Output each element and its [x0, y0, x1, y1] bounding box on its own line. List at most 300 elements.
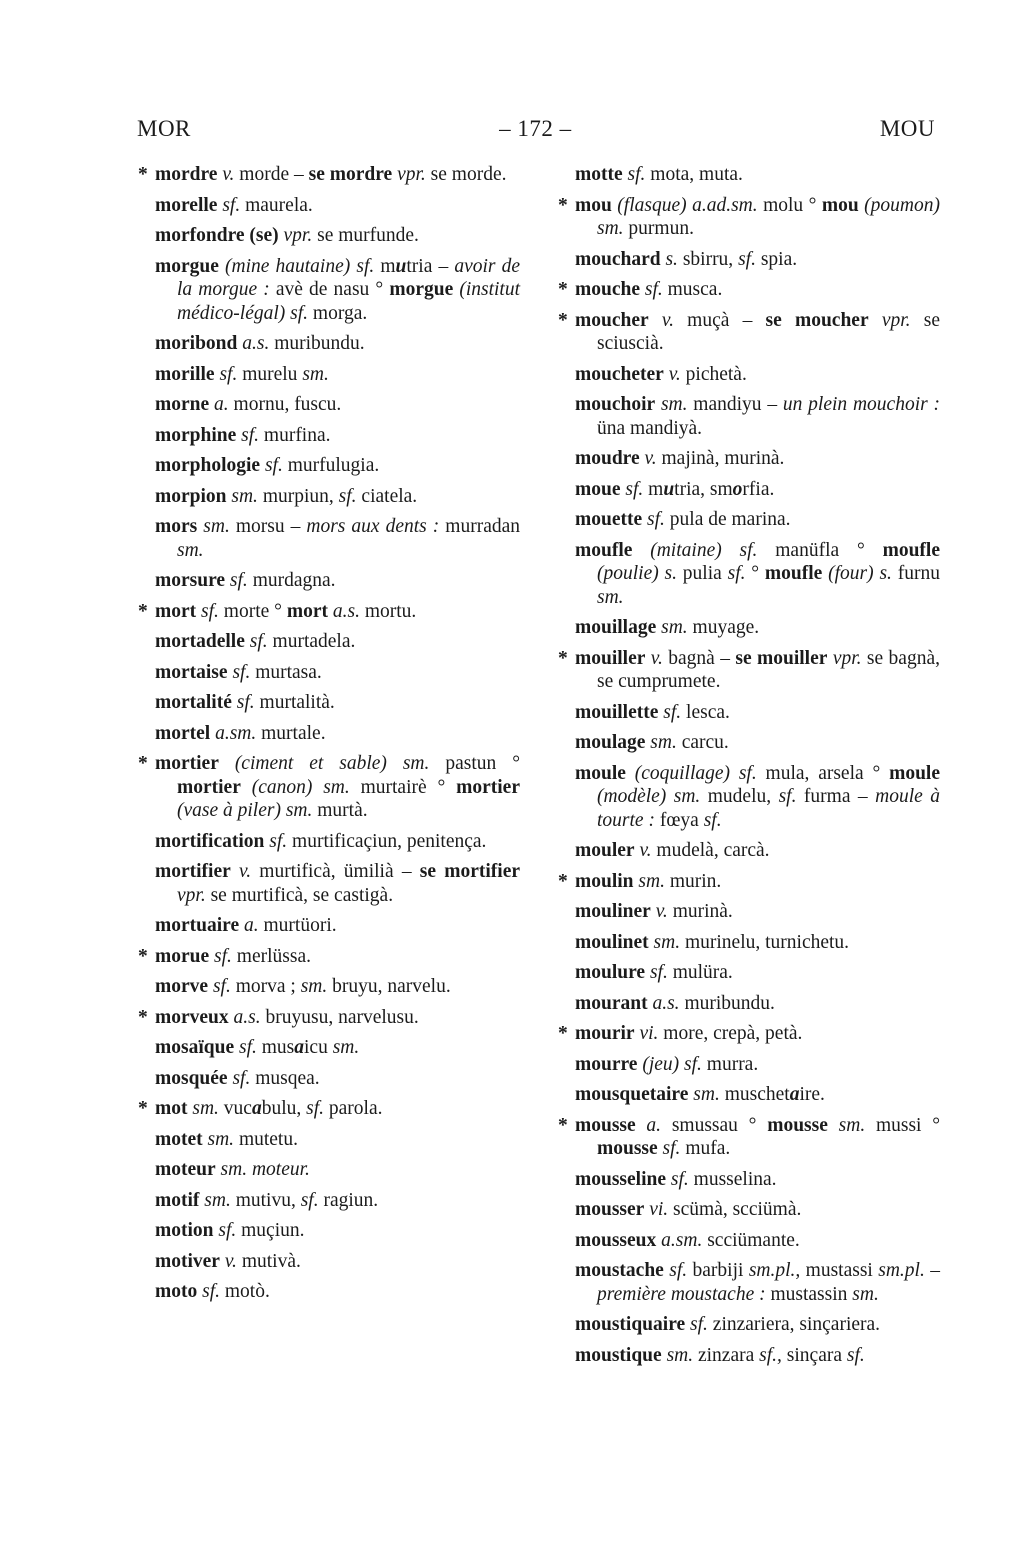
- grammar-label-text: sf.: [208, 976, 231, 997]
- grammar-label-text: vpr.: [827, 647, 862, 669]
- dictionary-entry: [155, 224, 520, 248]
- dictionary-entry: [575, 1313, 940, 1337]
- headword-text: moustiquaire: [575, 1314, 686, 1335]
- dictionary-entry: [155, 975, 520, 999]
- dictionary-entry: [575, 447, 940, 471]
- star-marker: *: [138, 600, 148, 622]
- dictionary-entry: [575, 616, 940, 640]
- translation-text: muçiun.: [236, 1220, 305, 1241]
- translation-text: musqea.: [250, 1067, 320, 1089]
- translation-text: üna mandiyà.: [597, 417, 703, 439]
- headword-text: moule: [889, 762, 940, 784]
- dictionary-entry: [575, 163, 940, 187]
- translation-text: –: [924, 1260, 940, 1281]
- grammar-label-text: vi.: [634, 1023, 659, 1044]
- dictionary-entry: [155, 1250, 520, 1274]
- grammar-label-text: sf.: [622, 164, 646, 185]
- grammar-label-text: v.: [650, 901, 668, 922]
- grammar-label-text: sf.: [338, 485, 357, 507]
- translation-text: se sciuscià.: [597, 309, 940, 354]
- headword-text: mouche: [575, 279, 640, 300]
- headword-text: morphologie: [155, 455, 261, 476]
- headword-text: morne: [155, 394, 210, 415]
- headword-text: se mordre: [308, 164, 393, 185]
- translation-text: murtalità.: [254, 692, 335, 713]
- translation-text: furma –: [796, 786, 876, 807]
- grammar-label-text: avoir de la morgue :: [177, 255, 521, 300]
- translation-text: °: [745, 563, 765, 584]
- grammar-label-text: sf.: [657, 1138, 681, 1159]
- dictionary-entry: [575, 900, 940, 924]
- translation-text: murtificaçiun, penitença.: [287, 830, 487, 852]
- grammar-label-text: (canon) sm.: [240, 776, 350, 798]
- dictionary-entry: [558, 278, 940, 302]
- dictionary-entry: [575, 248, 940, 272]
- star-marker: *: [138, 945, 148, 967]
- grammar-label-text: sf.: [213, 1220, 237, 1241]
- headword-text: moustique: [575, 1344, 662, 1366]
- grammar-label-text: sf.: [234, 1037, 257, 1058]
- headword-text: morelle: [155, 194, 218, 216]
- grammar-label-text: sf.: [264, 830, 288, 852]
- headword-text: mourir: [575, 1023, 635, 1044]
- grammar-label-text: sf.: [640, 279, 663, 300]
- dictionary-entry: [575, 961, 940, 985]
- translation-text: morde –: [234, 164, 309, 185]
- headword-text: se mouiller: [735, 647, 828, 669]
- headword-text: mouillette: [575, 701, 659, 723]
- headword-text: mousseux: [575, 1229, 657, 1251]
- headword-text: mortifier: [155, 861, 231, 882]
- translation-text: se murtificà, se castigà.: [205, 884, 394, 906]
- dictionary-entry: [575, 363, 940, 387]
- translation-text: mulüra.: [667, 962, 733, 983]
- headword-text: mortuaire: [155, 915, 240, 936]
- grammar-label-text: (flasque) a.ad.sm.: [611, 194, 758, 216]
- dictionary-entry: [155, 722, 520, 746]
- headword-text: mousquetaire: [575, 1084, 689, 1105]
- headword-text: motet: [155, 1128, 203, 1150]
- dictionary-entry: [138, 1006, 520, 1030]
- grammar-label-text: (mitaine) sf.: [632, 539, 758, 561]
- page-header-left-word: MOR: [137, 116, 191, 141]
- translation-text: maurela.: [240, 194, 313, 216]
- headword-text: mousse: [767, 1114, 828, 1136]
- star-marker: *: [558, 194, 568, 216]
- grammar-label-text: vi.: [644, 1199, 669, 1220]
- translation-text: murtadela.: [267, 631, 356, 652]
- translation-text: musselina.: [688, 1168, 777, 1190]
- grammar-label-text: sm.: [199, 1189, 231, 1211]
- translation-text: rfia.: [742, 478, 775, 500]
- grammar-label-text: sm.: [661, 1344, 694, 1366]
- translation-text: ciatela.: [356, 485, 418, 507]
- headword-text: motion: [155, 1220, 214, 1241]
- grammar-label-text: sm.: [852, 1283, 879, 1305]
- translation-text: barbiji: [687, 1260, 749, 1281]
- grammar-label-text: sf.: [300, 1189, 319, 1211]
- grammar-label-text: a.s.: [237, 333, 270, 354]
- dictionary-entry: [575, 539, 940, 610]
- translation-text: morga.: [308, 302, 368, 324]
- grammar-label-text: sf.: [214, 363, 238, 385]
- translation-text: pastun °: [429, 753, 521, 774]
- translation-text: purmun.: [623, 218, 694, 239]
- grammar-label-text: sm.: [648, 931, 681, 953]
- dictionary-entry: [575, 701, 940, 725]
- translation-text: mota, muta.: [645, 164, 743, 185]
- translation-text: murtasa.: [250, 661, 322, 683]
- translation-text: murelu: [237, 363, 303, 385]
- headword-text: moteur: [155, 1159, 216, 1180]
- headword-text: mouliner: [575, 901, 651, 922]
- dictionary-entry: [575, 1344, 940, 1368]
- grammar-label-text: a.sm.: [210, 722, 257, 744]
- translation-text: mudelu,: [700, 786, 779, 807]
- headword-text: moulure: [575, 962, 646, 983]
- dictionary-entry: [155, 194, 520, 218]
- headword-text: se mortifier: [419, 861, 520, 882]
- grammar-label-text: sf.: [703, 809, 722, 831]
- star-marker: *: [558, 309, 568, 331]
- dictionary-entry: [575, 1083, 940, 1107]
- grammar-label-text: v.: [634, 840, 652, 861]
- dictionary-entry: [575, 1259, 940, 1306]
- star-marker: *: [138, 1006, 148, 1028]
- headword-text: mordre: [155, 164, 218, 185]
- translation-text: mandiyu –: [687, 394, 783, 415]
- grammar-label-text: v.: [645, 647, 663, 669]
- headword-text: moto: [155, 1281, 198, 1302]
- dictionary-entry: [155, 691, 520, 715]
- headword-text: mouchoir: [575, 394, 656, 415]
- dictionary-entry: [575, 839, 940, 863]
- grammar-label-text: sm.: [597, 586, 624, 608]
- grammar-label-text: première moustache :: [597, 1283, 766, 1305]
- dictionary-entry: [575, 508, 940, 532]
- dictionary-entry: [575, 1168, 940, 1192]
- headword-text: mosquée: [155, 1067, 228, 1089]
- page-header-right-word: MOU: [879, 116, 935, 141]
- headword-text: mortier: [155, 753, 219, 774]
- grammar-label-text: sm.: [197, 516, 230, 537]
- translation-text: morsu –: [229, 516, 307, 537]
- translation-text: muribundu.: [679, 992, 775, 1014]
- translation-text: furnu: [891, 563, 940, 584]
- translation-text: scciümante.: [702, 1229, 800, 1251]
- translation-text: manüfla °: [757, 539, 883, 561]
- translation-text: merlüssa.: [231, 945, 311, 967]
- stressed-vowel: u: [663, 478, 675, 500]
- translation-text: musca.: [662, 279, 723, 300]
- translation-text: ragiun.: [318, 1189, 379, 1211]
- headword-text: mortel: [155, 722, 211, 744]
- translation-text: se morde.: [425, 164, 507, 185]
- headword-text: mortification: [155, 830, 265, 852]
- translation-text: smussau °: [661, 1114, 768, 1136]
- grammar-label-text: (coquillage) sf.: [625, 762, 757, 784]
- translation-text: murdagna.: [247, 570, 336, 591]
- grammar-label-text: sf.: [620, 478, 644, 500]
- translation-text: zinzariera, sinçariera.: [707, 1314, 881, 1335]
- grammar-label-text: a.: [209, 394, 229, 415]
- grammar-label-text: sf.: [209, 945, 232, 967]
- translation-text: murinelu, turnichetu.: [680, 931, 850, 953]
- headword-text: moustache: [575, 1260, 664, 1281]
- grammar-label-text: sf.: [685, 1314, 708, 1335]
- grammar-label-text: sm.: [226, 485, 258, 507]
- stressed-vowel: u: [395, 255, 407, 277]
- translation-text: carcu.: [676, 732, 729, 753]
- grammar-label-text: vpr.: [177, 884, 206, 906]
- dictionary-entry: [155, 860, 520, 907]
- grammar-label-text: sm.: [645, 732, 677, 753]
- grammar-label-text: sf.: [306, 1098, 325, 1119]
- grammar-label-text: sf.: [236, 424, 260, 446]
- star-marker: *: [558, 1023, 568, 1044]
- headword-text: morpion: [155, 485, 227, 507]
- translation-text: murtale.: [256, 722, 326, 744]
- dictionary-entry: [575, 1229, 940, 1253]
- grammar-label-text: sf.: [778, 786, 797, 807]
- translation-text: spia.: [755, 248, 798, 270]
- translation-text: murfulugia.: [282, 455, 380, 476]
- translation-text: tria, sm: [674, 478, 733, 500]
- dictionary-entry: [155, 1067, 520, 1091]
- grammar-label-text: sf.: [645, 962, 668, 983]
- dictionary-entry: [155, 1219, 520, 1243]
- grammar-label-text: sf.: [196, 600, 219, 622]
- translation-text: bruyu, narvelu.: [327, 976, 451, 997]
- grammar-label-text: sm.pl.: [878, 1260, 925, 1281]
- translation-text: majinà, murinà.: [656, 448, 785, 469]
- headword-text: morgue: [389, 279, 454, 300]
- text-columns: [137, 163, 940, 1374]
- translation-text: mufa.: [680, 1138, 731, 1159]
- stressed-vowel: a: [789, 1084, 800, 1105]
- headword-text: mortaise: [155, 661, 228, 683]
- translation-text: muyage.: [687, 617, 760, 638]
- grammar-label-text: sf.: [197, 1281, 221, 1302]
- grammar-label-text: (vase à piler) sm.: [177, 800, 313, 821]
- headword-text: mou: [821, 194, 859, 216]
- dictionary-entry: [155, 1036, 520, 1060]
- translation-text: mustassin: [765, 1283, 853, 1305]
- dictionary-entry: [575, 992, 940, 1016]
- grammar-label-text: sf.: [663, 1260, 688, 1281]
- headword-text: mousser: [575, 1199, 645, 1220]
- headword-text: mousse: [597, 1138, 658, 1159]
- grammar-label-text: sf.: [727, 563, 746, 584]
- headword-text: morphine: [155, 424, 237, 446]
- grammar-label-text: v.: [219, 1250, 237, 1272]
- dictionary-entry: [155, 454, 520, 478]
- translation-text: se murfunde.: [312, 225, 419, 246]
- headword-text: moulin: [575, 870, 634, 892]
- grammar-label-text: v.: [217, 164, 235, 185]
- dictionary-entry: [155, 630, 520, 654]
- headword-text: mousse: [575, 1114, 636, 1136]
- headword-text: mort: [155, 600, 197, 622]
- grammar-label-text: (poulie) s.: [597, 563, 677, 584]
- grammar-label-text: vpr.: [278, 225, 313, 246]
- translation-text: bagnà –: [662, 647, 736, 669]
- headword-text: morve: [155, 976, 209, 997]
- headword-text: mot: [155, 1098, 188, 1119]
- headword-text: motif: [155, 1189, 200, 1211]
- translation-text: mortu.: [359, 600, 417, 622]
- headword-text: mortadelle: [155, 631, 245, 652]
- grammar-label-text: (ciment et sable) sm.: [218, 753, 430, 774]
- grammar-label-text: sf.: [658, 701, 682, 723]
- headword-text: moufle: [764, 563, 823, 584]
- translation-text: icu: [304, 1037, 333, 1058]
- star-marker: *: [558, 279, 568, 300]
- dictionary-entry: [138, 945, 520, 969]
- translation-text: morva ;: [230, 976, 301, 997]
- headword-text: motiver: [155, 1250, 220, 1272]
- headword-text: mouette: [575, 509, 643, 530]
- star-marker: *: [558, 647, 568, 669]
- headword-text: mou: [575, 194, 612, 216]
- grammar-label-text: (jeu) sf.: [637, 1053, 702, 1075]
- grammar-label-text: a.s.: [647, 992, 680, 1014]
- translation-text: muschet: [719, 1084, 790, 1105]
- headword-text: moulinet: [575, 931, 649, 953]
- page-number: – 172 –: [499, 116, 572, 141]
- translation-text: muçà –: [673, 309, 766, 331]
- dictionary-entry: [138, 163, 520, 187]
- grammar-label-text: v.: [230, 861, 252, 882]
- translation-text: mudelà, carcà.: [651, 840, 770, 861]
- dictionary-entry: [575, 931, 940, 955]
- dictionary-entry: [575, 731, 940, 755]
- headword-text: mort: [286, 600, 328, 622]
- translation-text: pichetà.: [680, 363, 747, 385]
- dictionary-entry: [155, 1189, 520, 1213]
- grammar-label-text: sm.: [302, 363, 329, 385]
- grammar-label-text: a.s.: [228, 1006, 261, 1028]
- translation-text: murradan: [439, 516, 521, 537]
- translation-text: mula, arsela °: [756, 762, 890, 784]
- dictionary-entry: [155, 1128, 520, 1152]
- grammar-label-text: sm.: [827, 1114, 866, 1136]
- grammar-label-text: sf.: [231, 692, 255, 713]
- translation-text: mornu, fuscu.: [228, 394, 342, 415]
- grammar-label-text: sm.: [187, 1098, 219, 1119]
- translation-text: pulia: [677, 563, 728, 584]
- grammar-label-text: sf.: [227, 661, 251, 683]
- dictionary-entry: [155, 569, 520, 593]
- grammar-label-text: sm.: [332, 1037, 360, 1058]
- translation-text: pula de marina.: [664, 509, 791, 530]
- translation-text: murfina.: [259, 424, 331, 446]
- grammar-label-text: sm.: [300, 976, 328, 997]
- translation-text: parola.: [324, 1098, 383, 1119]
- translation-text: sinçara: [781, 1344, 847, 1366]
- headword-text: moribond: [155, 333, 238, 354]
- grammar-label-text: sf.: [846, 1344, 865, 1366]
- column-right: [557, 163, 940, 1374]
- dictionary-entry: [155, 515, 520, 562]
- grammar-label-text: sf.,: [759, 1344, 782, 1366]
- headword-text: mortier: [177, 776, 241, 798]
- translation-text: motò.: [220, 1281, 270, 1302]
- headword-text: moucheter: [575, 363, 664, 385]
- translation-text: avè de nasu °: [269, 279, 390, 300]
- headword-text: moufle: [575, 539, 633, 561]
- translation-text: bruyusu, narvelusu.: [260, 1006, 419, 1028]
- dictionary-entry: [575, 762, 940, 833]
- dictionary-entry: [155, 661, 520, 685]
- grammar-label-text: mors aux dents :: [306, 516, 440, 537]
- grammar-label-text: (modèle) sm.: [597, 786, 701, 807]
- grammar-label-text: (mine hautaine) sf.: [218, 255, 375, 277]
- translation-text: m: [643, 478, 664, 500]
- grammar-label-text: sm.: [656, 617, 688, 638]
- dictionary-entry: [155, 424, 520, 448]
- translation-text: mus: [256, 1037, 295, 1058]
- dictionary-entry: [558, 1114, 941, 1161]
- translation-text: zinzara: [693, 1344, 760, 1366]
- grammar-label-text: s.: [660, 248, 678, 270]
- grammar-label-text: sm.pl.,: [748, 1260, 801, 1281]
- grammar-label-text: sf.: [227, 1067, 251, 1089]
- grammar-label-text: v.: [663, 363, 681, 385]
- translation-text: ire.: [799, 1084, 825, 1105]
- grammar-label-text: a.s.: [328, 600, 360, 622]
- translation-text: murpiun,: [257, 485, 339, 507]
- grammar-label-text: sm.: [202, 1128, 235, 1150]
- translation-text: murin.: [664, 870, 722, 892]
- headword-text: mourant: [575, 992, 648, 1014]
- translation-text: vuc: [218, 1098, 252, 1119]
- grammar-label-text: sm.: [177, 539, 204, 561]
- grammar-label-text: sm.: [655, 394, 688, 415]
- grammar-label-text: a.sm.: [656, 1229, 703, 1251]
- dictionary-entry: [155, 485, 520, 509]
- dictionary-entry: [155, 1280, 520, 1304]
- dictionary-entry: [138, 1097, 520, 1121]
- headword-text: mouler: [575, 840, 635, 861]
- dictionary-entry: [575, 1053, 940, 1077]
- translation-text: tria –: [406, 255, 455, 277]
- translation-text: murtificà, ümilià –: [251, 861, 420, 882]
- headword-text: morsure: [155, 570, 226, 591]
- star-marker: *: [558, 1114, 568, 1136]
- headword-text: mourre: [575, 1053, 638, 1075]
- translation-text: sbirru,: [677, 248, 739, 270]
- dictionary-entry: [558, 1022, 940, 1046]
- dictionary-entry: [155, 363, 520, 387]
- headword-text: morue: [155, 945, 210, 967]
- dictionary-entry: [155, 1158, 520, 1182]
- grammar-label-text: a.: [635, 1114, 662, 1136]
- translation-text: se bagnà, se cumprumete.: [597, 647, 940, 692]
- grammar-label-text: sf.: [260, 455, 283, 476]
- column-left: [137, 163, 520, 1374]
- running-head: [137, 116, 935, 142]
- headword-text: morgue: [155, 255, 219, 277]
- translation-text: murtairè °: [349, 776, 457, 798]
- headword-text: mousseline: [575, 1168, 667, 1190]
- translation-text: molu °: [757, 194, 822, 216]
- headword-text: mouillage: [575, 617, 657, 638]
- headword-text: moudre: [575, 448, 640, 469]
- translation-text: fœya: [654, 809, 704, 831]
- headword-text: moule: [575, 762, 626, 784]
- dictionary-entry: [155, 332, 520, 356]
